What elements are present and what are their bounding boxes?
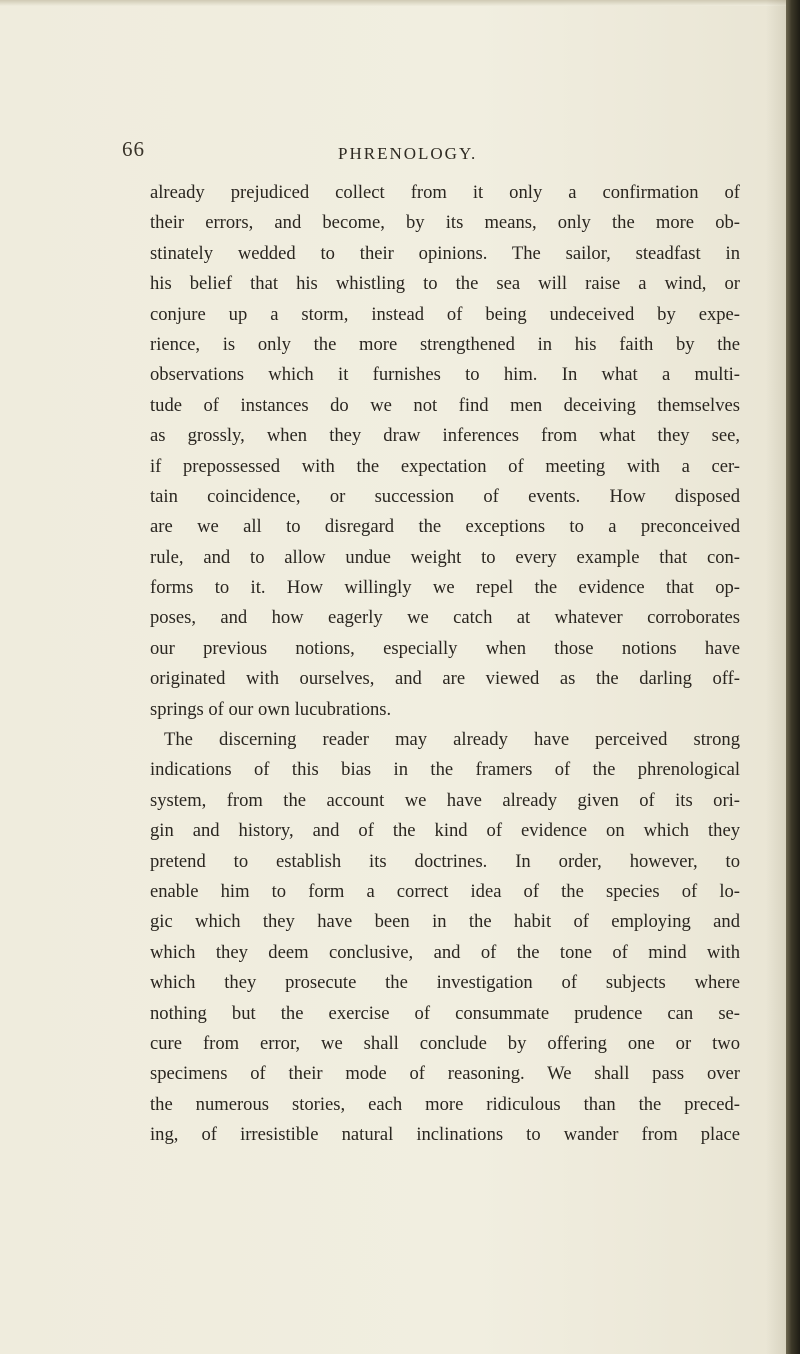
text-line: as grossly, when they draw inferences from what they see, — [150, 425, 740, 447]
text-line: gic which they have been in the habit of employing and — [150, 911, 740, 933]
text-line: already prejudiced collect from it only a confirmation of — [150, 182, 740, 203]
page-top-edge — [0, 0, 800, 6]
text-line: the numerous stories, each more ridiculous than the preced- — [150, 1093, 740, 1115]
text-line: system, from the account we have already given of its ori- — [150, 789, 740, 811]
binding-edge — [786, 0, 800, 1354]
text-line: enable him to form a correct idea of the species of lo- — [150, 880, 740, 902]
text-line: our previous notions, especially when those notions have — [150, 637, 740, 659]
text-line: tude of instances do we not find men deceiving themselves — [150, 394, 740, 416]
text-line: ing, of irresistible natural inclinations to wander from place — [150, 1124, 740, 1146]
text-line: gin and history, and of the kind of evidence on which they — [150, 820, 740, 842]
text-line: forms to it. How willingly we repel the evidence that op- — [150, 577, 740, 599]
text-line: if prepossessed with the expectation of meeting with a cer- — [150, 455, 740, 477]
text-line: his belief that his whistling to the sea will raise a wind, or — [150, 273, 740, 295]
text-line: their errors, and become, by its means, only the more ob- — [150, 212, 740, 234]
text-line: which they prosecute the investigation of subjects where — [150, 972, 740, 994]
text-line: are we all to disregard the exceptions to a preconceived — [150, 516, 740, 538]
paragraph-first-line: The discerning reader may already have perceived strong — [164, 729, 740, 751]
text-line: which they deem conclusive, and of the tone of mind with — [150, 941, 740, 963]
text-line: indications of this bias in the framers of the phrenological — [150, 759, 740, 781]
body-text — [150, 178, 740, 1151]
text-line: stinately wedded to their opinions. The sailor, steadfast in — [150, 242, 740, 264]
paragraph-last-line: springs of our own lucubrations. — [150, 698, 392, 720]
page-number: 66 — [122, 137, 145, 161]
text-line: observations which it furnishes to him. In what a multi- — [150, 364, 740, 386]
text-line: specimens of their mode of reasoning. We shall pass over — [150, 1063, 740, 1085]
text-line: conjure up a storm, instead of being undeceived by expe- — [150, 303, 740, 325]
text-line: nothing but the exercise of consummate prudence can se- — [150, 1002, 740, 1024]
text-line: poses, and how eagerly we catch at whatever corroborates — [150, 607, 740, 629]
text-line: cure from error, we shall conclude by offering one or two — [150, 1032, 740, 1054]
text-line: rule, and to allow undue weight to every example that con- — [150, 546, 740, 568]
text-line: rience, is only the more strengthened in his faith by the — [150, 333, 740, 355]
running-head: PHRENOLOGY. — [338, 144, 478, 163]
text-line: originated with ourselves, and are viewed as the darling off- — [150, 668, 740, 690]
text-line: pretend to establish its doctrines. In order, however, to — [150, 850, 740, 872]
gutter-shadow — [766, 0, 786, 1354]
text-line: tain coincidence, or succession of events. How disposed — [150, 485, 740, 507]
